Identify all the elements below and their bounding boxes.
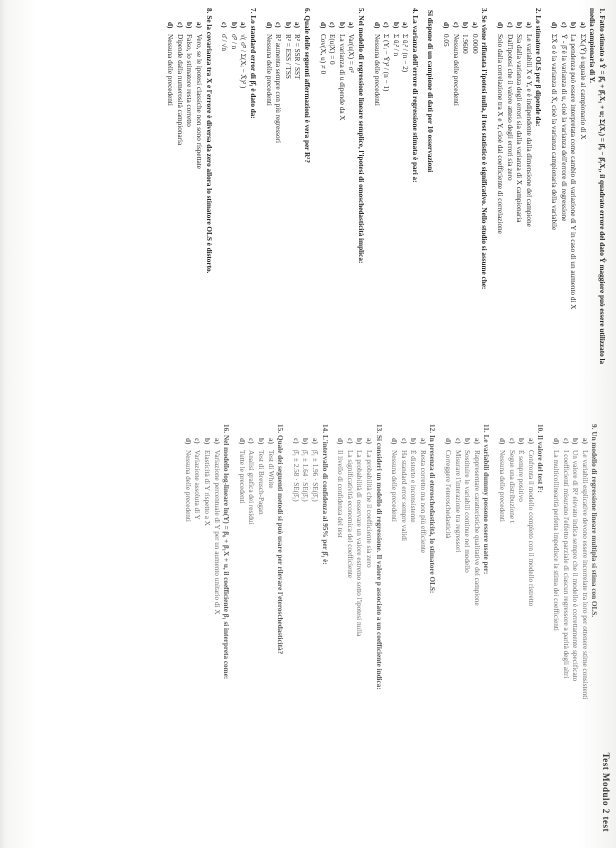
question-text: Si consideri un modello di regressione. Il valore p associato a un coefficiente indica: [374,434,383,690]
exam-question [389,424,437,832]
question-number: 7. [249,8,257,14]
answer-option [336,8,346,372]
answer-option [494,8,504,372]
option-letter: d) [318,22,327,29]
option-text: E(u|X) = 0 [328,34,337,65]
answer-option [471,424,481,832]
option-text: σ̂² / n [229,34,238,50]
question-number: 2. [534,8,543,14]
question-text: Nel modello log-lineare ln(Y) = β₀ + β₁X + u, il coefficiente β₁ si interpreta come: [222,434,231,680]
answer-option [174,8,184,372]
option-letter: c) [220,22,229,28]
option-letter: d) [372,22,381,29]
option-letter: c) [382,22,391,28]
option-letter: d) [264,22,273,29]
option-letter: b) [515,22,524,29]
option-letter: a) [470,22,479,28]
option-letter: b) [569,22,578,29]
option-letter: d) [390,438,399,445]
question-number: 16. [222,424,231,433]
option-text: Test di White [266,450,275,489]
option-text: Misurare l'interazione tra regressori [453,450,462,553]
answer-option [389,424,399,832]
option-text: Test di Breusch-Pagan [257,450,265,515]
answer-option [568,8,578,372]
option-text: La significatività economica del coefficiente [345,450,354,578]
answer-option [548,8,558,372]
question-number: 4. [410,8,419,14]
exam-question [335,424,383,832]
answer-option [265,424,275,832]
question-stem [275,424,285,832]
exam-question [548,8,606,372]
option-text: Ha standard error sempre validi [399,450,408,542]
answer-option [354,424,364,832]
option-text: I coefficienti misurano l'effetto parziale di ciascun regressore a parità degli altri [561,450,570,679]
option-letter: b) [355,438,364,445]
answer-option [443,424,453,832]
option-text: 0.0000 [470,34,479,54]
option-text: Tutte le precedenti [237,450,246,504]
option-letter: a) [293,22,302,28]
exam-question [550,424,598,832]
option-letter: a) [578,22,587,28]
option-text: La pendenza può essere interpretata come cambio di variazione di Y in caso di un aumento di X [569,34,578,310]
answer-option [282,8,292,372]
exam-question [425,8,435,372]
question-text: Se viene rifiutata l'ipotesi nulla, il test statistico è significativo. Nello studio si assume che: [480,15,489,290]
option-letter: b) [517,438,526,445]
option-letter: b) [283,22,292,29]
question-stem [319,424,329,832]
answer-option [408,424,418,832]
answer-option [201,424,211,832]
exam-question [219,8,257,372]
option-letter: b) [257,438,265,445]
option-text: Cov(X, u) ≠ 0 [318,34,327,75]
option-letter: c) [274,22,283,28]
option-letter: c) [453,438,462,444]
option-letter: a) [195,22,204,28]
question-stem [533,8,543,372]
answer-option [165,8,175,372]
answer-option [346,8,356,372]
option-letter: b) [337,22,346,29]
option-text: Var(u|X) = σ² [347,34,356,73]
option-text: Dall'ipotesi che il valore atteso degli errori sia zero [505,34,514,181]
option-letter: b) [391,22,400,29]
exam-question [182,424,230,832]
answer-option [558,8,568,372]
answer-option [579,424,589,832]
option-letter: a) [401,22,410,28]
question-stem [355,8,365,372]
answer-option [236,424,246,832]
question-number: 1. [598,8,606,14]
option-letter: d) [550,22,559,29]
option-text: La multicollinearità perfetta impedisce la stima dei coefficienti [552,450,561,631]
option-letter: c) [451,22,460,28]
answer-option [398,424,408,832]
question-stem [409,8,419,372]
answer-option [363,424,373,832]
answer-option [452,424,462,832]
option-letter: b) [571,438,580,445]
option-text: Sia dalla varianza degli errori sia dalla varianza di X campionaria [515,34,524,223]
question-text: Un modello di regressione lineare multipla si stima con OLS. [590,431,599,618]
answer-option [184,8,194,372]
answer-option [344,424,354,832]
option-letter: d) [444,438,453,445]
answer-option [193,8,203,372]
option-text: Vero, se le ipotesi classiche non sono rispettate [195,34,204,169]
option-text: La probabilità che il coefficiente sia zero [364,450,373,568]
question-text: Quale delle seguenti affermazioni è vera per R²? [302,15,311,163]
option-letter: a) [310,438,319,444]
option-text: R² = SSR / SST [293,34,302,80]
option-text: Segue una distribuzione t [507,450,516,523]
option-letter: c) [399,438,408,444]
option-text: Variazione percentuale di Y per un aumento unitario di X [212,450,221,615]
option-letter: a) [418,438,427,444]
question-text: Se la covarianza tra X e l'errore è diversa da zero allora lo stimatore OLS è distorto. [204,15,213,274]
question-number: 12. [428,424,437,433]
option-text: σ̂ / √n [220,34,229,52]
option-text: 0.05 [442,34,451,47]
option-letter: b) [229,22,238,29]
option-text: Solo dalla correlazione tra X e Y, cioè dal coefficiente di correlazione [496,34,505,234]
option-text: 1.9600 [461,34,470,54]
option-text: Le variabili esplicative devono essere incorrelate tra loro per ottenere stime consistenti [580,450,589,700]
answer-option [514,8,524,372]
exam-question [165,8,213,372]
question-stem [221,424,231,832]
answer-option [462,424,472,832]
question-number: 10. [536,424,545,433]
option-text: Analisi grafica dei residui [247,450,256,525]
answer-option [273,8,283,372]
option-letter: c) [561,438,570,444]
option-text: Nessuna delle precedenti [390,450,399,522]
answer-option [504,8,514,372]
question-text: Il valore del test F: [536,434,545,493]
option-letter: d) [183,438,192,445]
answer-option [525,424,535,832]
option-text: ΣXᵢ(Ŷ) è uguale al campionario di X [578,34,587,140]
exam-question [371,8,419,372]
answer-option [300,424,310,832]
answer-option [506,424,516,832]
option-letter: a) [580,438,589,444]
option-text: Sostituire le variabili continue nel modello [463,450,472,573]
option-letter: d) [336,438,345,445]
option-letter: c) [193,438,202,444]
option-text: La varianza di u dipende da X [337,34,346,121]
question-stem [427,424,437,832]
option-text: Un valore di R² elevato indica sempre che il modello è correttamente specificato [571,450,580,682]
option-letter: c) [328,22,337,28]
option-letter: d) [496,22,505,29]
exam-column-left [0,8,616,380]
answer-option [309,424,319,832]
question-stem [373,424,383,832]
option-letter: a) [524,22,533,28]
question-text: Nel modello di regressione lineare semplice, l'ipotesi di omoschedasticità implica: [356,15,365,264]
question-number: 9. [590,424,599,430]
answer-option [450,8,460,372]
answer-option [441,8,451,372]
option-letter: b) [301,438,310,445]
page-header: Test Modulo 2 test [601,752,611,832]
option-letter: c) [247,438,256,444]
option-letter: a) [526,438,535,444]
question-stem [247,8,257,372]
option-letter: a) [239,22,248,28]
answer-option [255,424,265,832]
answer-option [577,8,587,372]
answer-option [390,8,400,372]
option-letter: b) [409,438,418,445]
exam-column-right [0,418,616,838]
option-letter: d) [442,22,451,29]
option-text: È sempre positivo [517,450,526,502]
question-text: L'intervallo di confidenza al 95% per β̂₁ è: [320,434,329,565]
question-number: 8. [204,8,213,14]
option-letter: a) [212,438,221,444]
option-text: Falso, lo stimatore resta corretto [185,34,194,127]
question-text: Le variabili dummy possono essere usate per: [482,434,491,575]
option-text: Nessuna delle precedenti [451,34,460,106]
question-text: Lo standard error di β̂₁ è dato da: [249,15,257,119]
exam-question [494,8,542,372]
option-letter: c) [505,22,514,28]
answer-option [211,424,221,832]
option-text: Correggere l'eteroschedasticità [444,450,453,539]
question-text: Si dispone di un campione di dati per 10 osservazioni [426,10,435,173]
exam-question [317,8,365,372]
option-text: Elasticità di Y rispetto a X [203,450,212,526]
option-letter: a) [364,438,373,444]
option-text: Ŷ - β̂ è la varianza di u, cioè la varianza dell'errore di regressione [559,34,568,222]
option-letter: c) [345,438,354,444]
option-text: Nessuna delle precedenti [183,450,192,522]
question-number: 15. [276,424,285,433]
exam-question [236,424,284,832]
option-letter: b) [203,438,212,445]
answer-option [192,424,202,832]
option-text: Nessuna delle precedenti [166,34,175,106]
option-letter: a) [347,22,356,28]
answer-option [550,424,560,832]
question-number: 3. [480,8,489,14]
answer-option [238,8,248,372]
answer-option [496,424,506,832]
question-number: 5. [356,8,365,14]
option-text: È distorto e inconsistente [409,450,418,523]
question-text: Lo stimatore OLS per β dipende da: [534,15,543,127]
option-text: La probabilità di osservare un valore estremo sotto l'ipotesi nulla [355,450,364,637]
question-stem [203,8,213,372]
option-letter: d) [166,22,175,29]
option-text: Nessuna delle precedenti [498,450,507,522]
option-text: Il livello di confidenza del test [336,450,345,538]
option-text: Confronta il modello completo con il modello ristretto [526,450,535,607]
option-text: Dipende dalla numerosità campionaria [175,34,184,146]
question-stem [589,424,599,832]
option-text: β̂₁ ± 2.58 · SE(β̂₁) [291,450,300,502]
answer-option [290,424,300,832]
option-letter: b) [185,22,194,29]
answer-option [219,8,229,372]
question-text: Fatto stimato a Ŷ = β̂₀ + β̂₁X₁ + u; Σ(X₁) = β̂₀ − β̂₁X₁, il quadrato errore del dato Ŷ maggiore può essere utilizzato la media campionaria di Y. [588,8,606,365]
option-text: R² aumenta sempre con più regressori [274,34,283,143]
exam-question [443,424,491,832]
answer-option [246,424,256,832]
option-text: Σ (Yᵢ − Ȳ)² / (n − 1) [382,34,391,92]
answer-option [182,424,192,832]
answer-option [570,424,580,832]
option-text: Σ ûᵢ² / n [391,34,400,57]
option-letter: c) [175,22,184,28]
question-stem [481,424,491,832]
answer-option [327,8,337,372]
option-text: √( σ̂² / Σ(Xᵢ − X̄)² ) [239,34,248,89]
question-number: 13. [374,424,383,433]
option-text: R² = ESS / TSS [283,34,292,79]
answer-option [335,424,345,832]
answer-option [317,8,327,372]
question-stem [479,8,489,372]
option-text: β̂₁ ± 1.64 · SE(β̂₁) [301,450,310,502]
answer-option [228,8,238,372]
question-number: 6. [302,8,311,14]
question-stem [535,424,545,832]
exam-question [263,8,311,372]
option-letter: d) [498,438,507,445]
answer-option [516,424,526,832]
answer-option [263,8,273,372]
answer-option [381,8,391,372]
option-letter: b) [463,438,472,445]
option-letter: d) [237,438,246,445]
option-text: Resta corretto ma non più efficiente [418,450,427,554]
question-number: 14. [320,424,329,433]
exam-question [441,8,489,372]
option-text: Nessuna delle precedenti [372,34,381,106]
exam-question [290,424,328,832]
option-letter: c) [291,438,300,444]
option-letter: d) [552,438,561,445]
option-text: Rappresentare caratteristiche qualitative del campione [472,450,481,606]
question-text: La varianza dell'errore di regressione stimata è pari a: [410,15,419,183]
answer-option [371,8,381,372]
exam-question [496,424,544,832]
option-text: Le variabili X e Y, e è indipendente dalla dimensione del campione [524,34,533,227]
option-text: Σ ûᵢ² / (n − 2) [401,34,410,73]
option-text: ΣX̂ σ è la varianza di X̂, cioè la varianza campionaria della variabile [550,34,559,231]
question-stem [587,8,606,372]
question-stem [301,8,311,372]
answer-option [469,8,479,372]
option-letter: a) [266,438,275,444]
answer-option [417,424,427,832]
option-text: Variazione assoluta di Y [193,450,202,520]
option-letter: c) [507,438,516,444]
option-letter: b) [461,22,470,29]
question-text: In presenza di eteroschedasticità, lo stimatore OLS: [428,434,437,594]
answer-option [560,424,570,832]
answer-option [400,8,410,372]
answer-option [523,8,533,372]
option-text: Nessuna delle precedenti [264,34,273,106]
option-letter: c) [559,22,568,28]
answer-option [292,8,302,372]
option-text: β̂₁ ± 1.96 · SE(β̂₁) [310,450,319,502]
question-text: Quale dei seguenti metodi si può usare per rilevare l'eteroschedasticità? [276,434,285,655]
answer-option [460,8,470,372]
question-number: 11. [482,424,491,433]
question-stem [425,8,435,372]
option-letter: a) [472,438,481,444]
